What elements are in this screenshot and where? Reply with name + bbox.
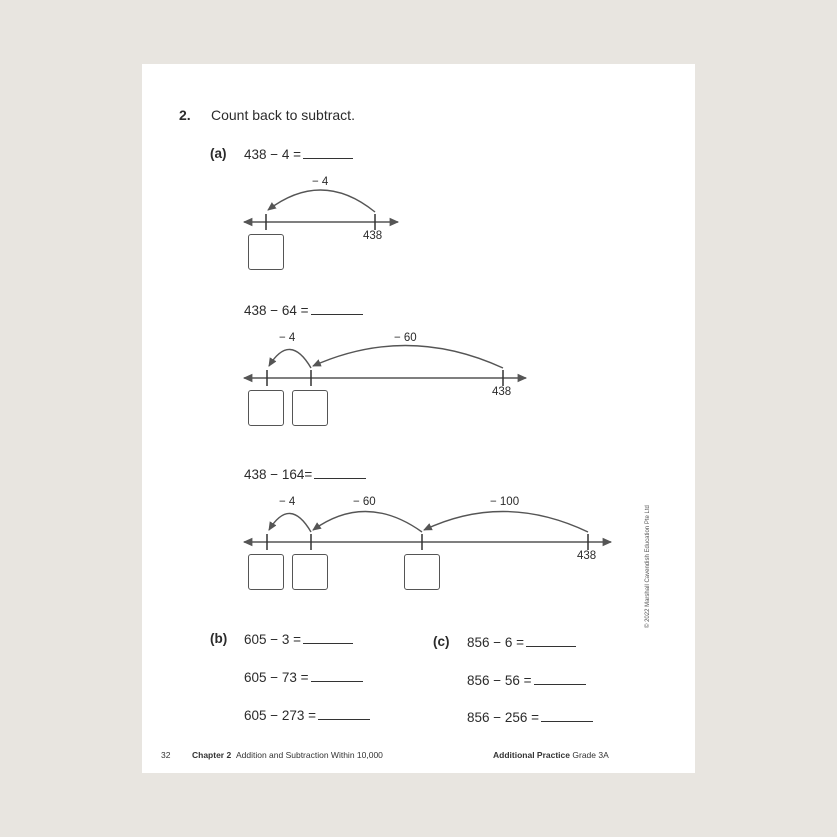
part-a-equation-2	[244, 302, 363, 318]
number-line-1	[244, 190, 398, 230]
equation-text: 605 − 3 =	[244, 632, 302, 647]
part-a-equation-3	[244, 466, 366, 482]
answer-box[interactable]	[292, 390, 328, 426]
chapter-title: Addition and Subtraction Within 10,000	[235, 750, 383, 760]
jump-label: − 60	[353, 496, 376, 508]
part-b-label: (b)	[210, 631, 228, 646]
answer-blank[interactable]	[541, 709, 593, 722]
page-number: 32	[161, 750, 171, 760]
answer-blank[interactable]	[311, 302, 363, 315]
answer-blank[interactable]	[303, 631, 353, 644]
answer-box[interactable]	[248, 390, 284, 426]
number-line-2	[244, 345, 526, 386]
part-c-label: (c)	[433, 634, 450, 649]
answer-blank[interactable]	[314, 466, 366, 479]
tick-label-438: 438	[492, 386, 512, 398]
part-b-equation-3	[244, 707, 370, 723]
footer-chapter	[192, 750, 383, 760]
footer-book	[493, 750, 609, 760]
book-title: Additional Practice	[493, 750, 570, 760]
equation-text: 856 − 256 =	[467, 710, 540, 725]
answer-blank[interactable]	[534, 672, 586, 685]
answer-blank[interactable]	[318, 707, 370, 720]
part-c-equation-1	[467, 634, 576, 650]
answer-box[interactable]	[292, 554, 328, 590]
jump-label: − 60	[394, 332, 417, 344]
equation-text: 856 − 6 =	[467, 635, 525, 650]
answer-blank[interactable]	[526, 634, 576, 647]
chapter-label: Chapter 2	[192, 750, 232, 760]
answer-box[interactable]	[404, 554, 440, 590]
jump-label: − 4	[279, 332, 296, 344]
answer-box[interactable]	[248, 554, 284, 590]
tick-label-438: 438	[363, 230, 383, 242]
equation-text: 605 − 273 =	[244, 708, 317, 723]
jump-label: − 4	[312, 176, 329, 188]
part-b-equation-1	[244, 631, 353, 647]
question-instruction: Count back to subtract.	[211, 107, 355, 123]
answer-box[interactable]	[248, 234, 284, 270]
book-grade: Grade 3A	[572, 750, 609, 760]
worksheet-page	[142, 64, 695, 773]
jump-label: − 4	[279, 496, 296, 508]
answer-blank[interactable]	[311, 669, 363, 682]
part-b-equation-2	[244, 669, 363, 685]
part-c-equation-3	[467, 709, 593, 725]
equation-text: 605 − 73 =	[244, 670, 309, 685]
equation-text: 438 − 164=	[244, 467, 313, 482]
copyright-text: © 2022 Marshall Cavendish Education Pte Ltd	[645, 505, 651, 628]
equation-text: 856 − 56 =	[467, 673, 532, 688]
part-c-equation-2	[467, 672, 586, 688]
number-lines	[142, 64, 695, 773]
part-a-label: (a)	[210, 146, 227, 161]
jump-label: − 100	[490, 496, 520, 508]
equation-text: 438 − 64 =	[244, 303, 309, 318]
equation-text: 438 − 4 =	[244, 147, 302, 162]
question-number: 2.	[179, 107, 191, 123]
tick-label-438: 438	[577, 550, 597, 562]
number-line-3	[244, 511, 611, 550]
